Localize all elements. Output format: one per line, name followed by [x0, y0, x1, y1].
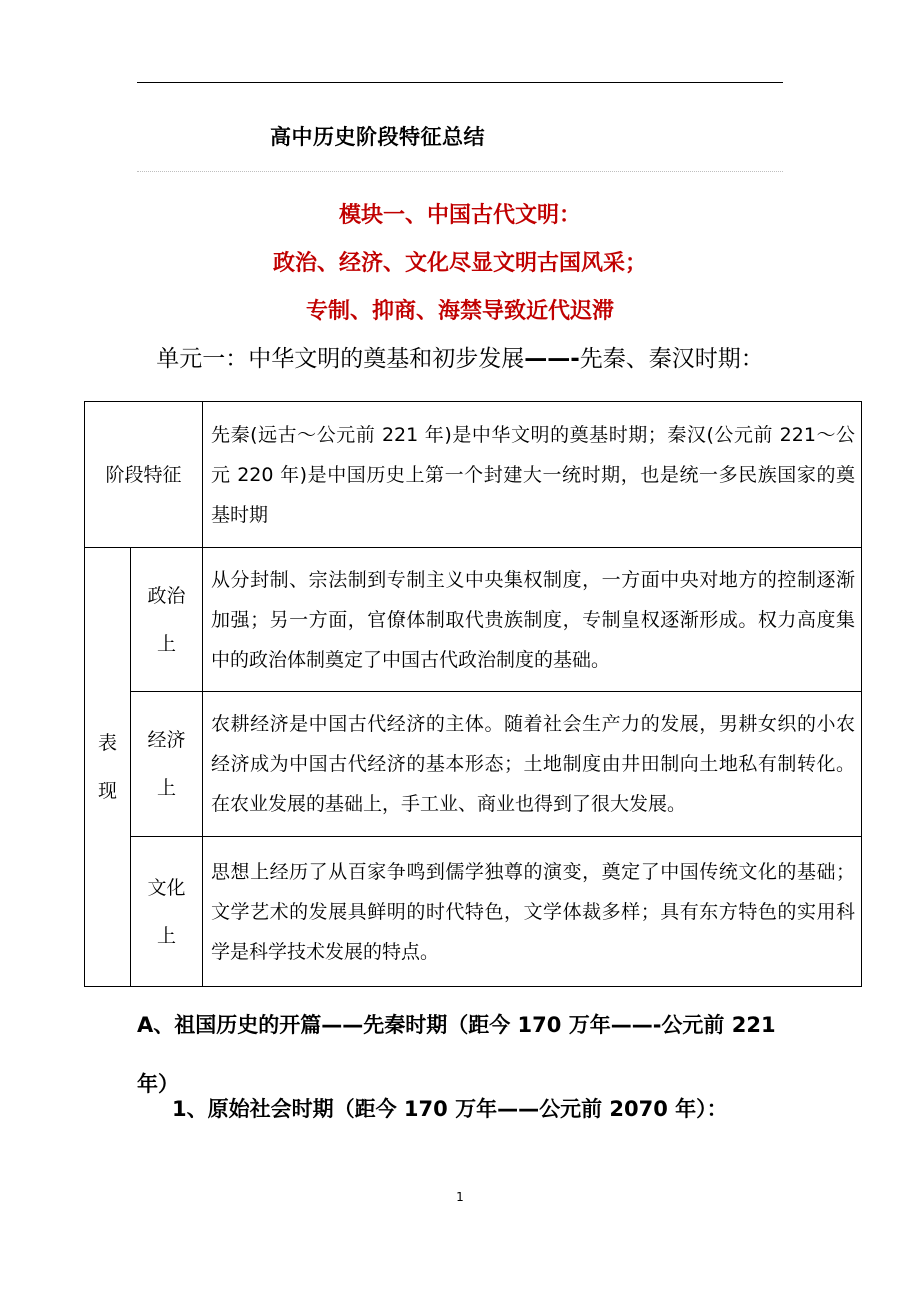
culture-label-line-1: 文化 — [147, 876, 186, 899]
politics-label — [131, 548, 203, 692]
culture-text: 思想上经历了从百家争鸣到儒学独尊的演变，奠定了中国传统文化的基础；文学艺术的发展具鲜明的时代特色，文学体裁多样；具有东方特色的实用科学是科学技术发展的特点。 — [203, 837, 862, 987]
page-number: 1 — [456, 1190, 464, 1204]
unit-heading-suffix: 先秦、秦汉时期： — [579, 346, 764, 372]
performance-label — [85, 548, 131, 987]
table-row-stage — [85, 402, 862, 548]
performance-label-char-2: 现 — [97, 780, 117, 802]
document-title: 高中历史阶段特征总结 — [270, 125, 485, 149]
title-divider — [137, 171, 783, 172]
section-a-heading: A、祖国历史的开篇——先秦时期（距今 170 万年——-公元前 221 年） — [137, 1013, 776, 1096]
module-subheading-2: 专制、抑商、海禁导致近代迟滞 — [305, 299, 614, 324]
table-row-politics — [85, 548, 862, 692]
stage-label: 阶段特征 — [85, 402, 203, 548]
politics-text: 从分封制、宗法制到专制主义中央集权制度，一方面中央对地方的控制逐渐加强；另一方面，官僚体制取代贵族制度，专制皇权逐渐形成。权力高度集中的政治体制奠定了中国古代政治制度的基础。 — [203, 548, 862, 692]
politics-label-line-1: 政治 — [147, 584, 186, 607]
economy-label — [131, 692, 203, 837]
table-row-culture — [85, 837, 862, 987]
culture-label-line-2: 上 — [157, 924, 177, 947]
politics-label-line-2: 上 — [157, 632, 177, 655]
stage-text: 先秦(远古～公元前 221 年)是中华文明的奠基时期；秦汉(公元前 221～公元 220 年)是中国历史上第一个封建大一统时期，也是统一多民族国家的奠基时期 — [203, 402, 862, 548]
unit-heading — [0, 340, 920, 373]
unit-heading-dash: ——- — [524, 346, 580, 372]
module-subheading-1: 政治、经济、文化尽显文明古国风采； — [272, 251, 647, 276]
section-1-heading: 1、原始社会时期（距今 170 万年——公元前 2070 年）： — [172, 1097, 728, 1121]
module-heading: 模块一、中国古代文明： — [338, 203, 581, 228]
economy-label-line-1: 经济 — [147, 729, 186, 751]
economy-label-line-2: 上 — [157, 777, 177, 799]
unit-heading-prefix: 单元一：中华文明的奠基和初步发展 — [156, 346, 525, 372]
stage-features-table — [84, 401, 862, 987]
table-row-economy — [85, 692, 862, 837]
culture-label — [131, 837, 203, 987]
economy-text: 农耕经济是中国古代经济的主体。随着社会生产力的发展，男耕女织的小农经济成为中国古代经济的基本形态；土地制度由井田制向土地私有制转化。在农业发展的基础上，手工业、商业也得到了很大发展。 — [203, 692, 862, 837]
performance-label-char-1: 表 — [97, 732, 117, 754]
header-rule — [137, 82, 783, 83]
